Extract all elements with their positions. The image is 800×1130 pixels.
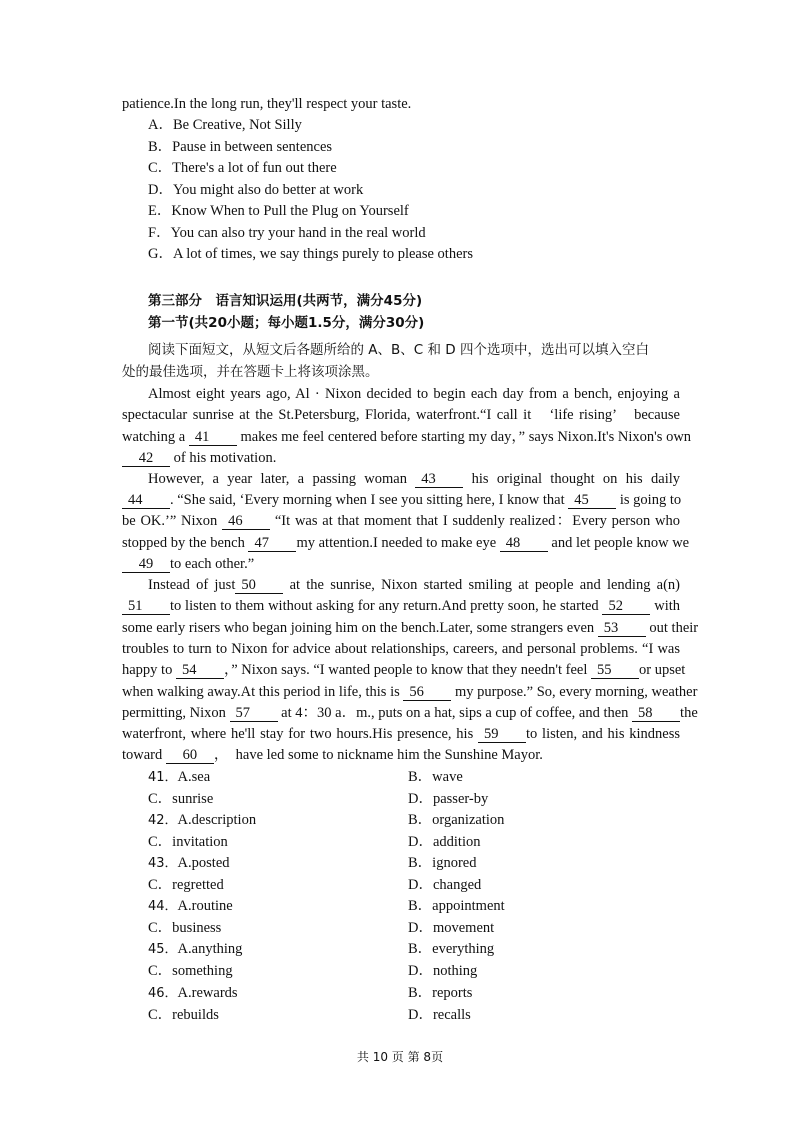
passage-line: some early risers who began joining him on the bench.Later, some strangers even 53 out their <box>122 620 699 636</box>
continuation-text: patience.In the long run, they'll respect your taste. <box>122 96 412 112</box>
passage-line: when walking away.At this period in life, this is 56 my purpose.” So, every morning, weather <box>122 684 698 700</box>
question-number: 43． <box>148 856 178 871</box>
option-a: A．Be Creative, Not Silly <box>148 117 302 133</box>
passage-line: troubles to turn to Nixon for advice about relationships, careers, and personal problems. “I was <box>122 641 680 657</box>
subsection-title: 第一节(共20小题；每小题1.5分，满分30分) <box>148 315 425 331</box>
blank-58[interactable]: 58 <box>632 706 680 722</box>
passage-line: be OK.’” Nixon 46 “It was at that moment that I suddenly realized：Every person who <box>122 513 681 529</box>
passage-line: waterfront, where he'll stay for two hours.His presence, his 59 to listen, and his kindness <box>122 726 681 742</box>
blank-47[interactable]: 47 <box>248 536 296 552</box>
option-c[interactable]: C．invitation <box>148 834 228 850</box>
option-c[interactable]: C．rebuilds <box>148 1007 219 1023</box>
option-a[interactable]: A.description <box>177 812 257 828</box>
blank-53[interactable]: 53 <box>598 621 646 637</box>
option-b: B．Pause in between sentences <box>148 139 333 155</box>
question-number: 46． <box>148 986 178 1001</box>
passage-line: watching a 41 makes me feel centered before starting my day，” says Nixon.It's Nixon's own <box>122 429 692 445</box>
passage-line: 49 to each other.” <box>122 555 254 573</box>
option-e: E．Know When to Pull the Plug on Yourself <box>148 203 409 219</box>
option-a[interactable]: A.anything <box>177 941 243 957</box>
blank-59[interactable]: 59 <box>478 727 526 743</box>
blank-44[interactable]: 44 <box>122 493 170 509</box>
page-footer: 共 10 页 第 8页 <box>356 1050 444 1064</box>
option-d[interactable]: D．nothing <box>408 963 478 979</box>
option-c[interactable]: C．business <box>148 920 222 936</box>
option-d: D．You might also do better at work <box>148 182 364 198</box>
blank-57[interactable]: 57 <box>230 706 278 722</box>
passage-line: 51 to listen to them without asking for any return.And pretty soon, he started 52 with <box>122 597 680 615</box>
option-c[interactable]: C．sunrise <box>148 791 214 807</box>
blank-42[interactable]: 42 <box>122 451 170 467</box>
option-a[interactable]: A.routine <box>177 898 233 914</box>
option-d[interactable]: D．movement <box>408 920 495 936</box>
option-d[interactable]: D．changed <box>408 877 482 893</box>
passage-line: toward 60 ， have led some to nickname him the Sunshine Mayor. <box>122 747 543 763</box>
blank-55[interactable]: 55 <box>591 663 639 679</box>
passage-line: However, a year later, a passing woman 43 his original thought on his daily <box>148 471 681 487</box>
blank-43[interactable]: 43 <box>415 472 463 488</box>
passage-line: spectacular sunrise at the St.Petersburg, Florida, waterfront.“I call it ‘life rising’ because <box>122 407 680 423</box>
option-b[interactable]: B．appointment <box>408 898 505 914</box>
blank-45[interactable]: 45 <box>568 493 616 509</box>
question-number: 44． <box>148 899 178 914</box>
blank-49[interactable]: 49 <box>122 557 170 573</box>
option-b[interactable]: B．ignored <box>408 855 477 871</box>
blank-52[interactable]: 52 <box>602 599 650 615</box>
option-d[interactable]: D．recalls <box>408 1007 471 1023</box>
question-number: 42． <box>148 813 178 828</box>
option-a[interactable]: A.sea <box>177 769 211 785</box>
option-c: C．There's a lot of fun out there <box>148 160 337 176</box>
option-c[interactable]: C．regretted <box>148 877 224 893</box>
option-b[interactable]: B．everything <box>408 941 495 957</box>
passage-line: 42 of his motivation. <box>122 449 276 467</box>
passage-line: stopped by the bench 47 my attention.I needed to make eye 48 and let people know we <box>122 535 690 551</box>
option-c[interactable]: C．something <box>148 963 233 979</box>
blank-56[interactable]: 56 <box>403 685 451 701</box>
option-d[interactable]: D．addition <box>408 834 481 850</box>
blank-46[interactable]: 46 <box>222 514 270 530</box>
option-b[interactable]: B．wave <box>408 769 463 785</box>
blank-48[interactable]: 48 <box>500 536 548 552</box>
passage-line: permitting, Nixon 57 at 4：30 a．m., puts on a hat, sips a cup of coffee, and then 58 the <box>122 705 698 721</box>
option-d[interactable]: D．passer-by <box>408 791 489 807</box>
option-a[interactable]: A.rewards <box>177 985 238 1001</box>
passage-line: 44 . “She said, ‘Every morning when I see you sitting here, I know that 45 is going to <box>122 491 680 509</box>
question-number: 41． <box>148 770 178 785</box>
question-number: 45． <box>148 942 178 957</box>
blank-60[interactable]: 60 <box>166 748 214 764</box>
option-b[interactable]: B．reports <box>408 985 473 1001</box>
option-g: G．A lot of times, we say things purely to please others <box>148 246 473 262</box>
option-b[interactable]: B．organization <box>408 812 505 828</box>
blank-50[interactable]: 50 <box>235 578 283 594</box>
part-title: 第三部分 语言知识运用(共两节，满分45分) <box>148 293 423 309</box>
option-a[interactable]: A.posted <box>177 855 230 871</box>
passage-line: Instead of just 50 at the sunrise, Nixon started smiling at people and lending a(n) <box>148 577 681 593</box>
blank-54[interactable]: 54 <box>176 663 224 679</box>
blank-41[interactable]: 41 <box>189 430 237 446</box>
instruction-line-2: 处的最佳选项，并在答题卡上将该项涂黑。 <box>122 364 379 380</box>
option-f: F．You can also try your hand in the real world <box>148 225 426 241</box>
passage-line: Almost eight years ago, Al · Nixon decided to begin each day from a bench, enjoying a <box>148 386 680 402</box>
blank-51[interactable]: 51 <box>122 599 170 615</box>
passage-line: happy to 54 ，” Nixon says. “I wanted people to know that they needn't feel 55 or upset <box>122 662 686 678</box>
instruction-line-1: 阅读下面短文，从短文后各题所给的 A、B、C 和 D 四个选项中，选出可以填入空白 <box>148 342 649 358</box>
